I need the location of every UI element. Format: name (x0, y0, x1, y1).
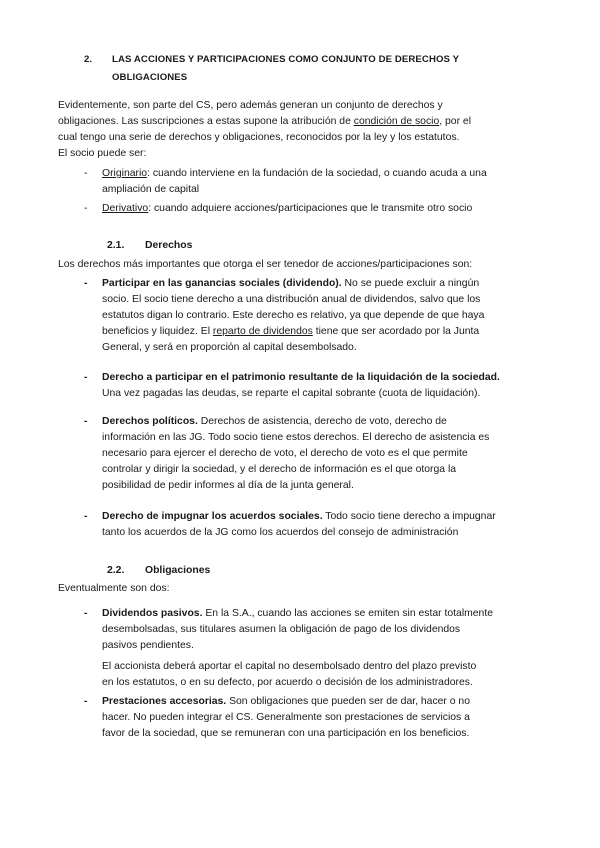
derecho-3-line4: controlar y dirigir la sociedad, y el derecho de información es el que otorga la (102, 464, 457, 475)
obligacion-1-line3: pasivos pendientes. (102, 640, 194, 651)
obligacion-1-line2: desembolsadas, sus titulares asumen la obligación de pago de los dividendos (102, 624, 461, 635)
derecho-3-line2: información en las JG. Todo socio tiene estos derechos. El derecho de asistencia es (102, 432, 490, 443)
section-2-2-intro: Eventualmente son dos: (58, 583, 170, 594)
derecho-1-line5: General, y será en proporción al capital desembolsado. (102, 342, 357, 353)
intro-line3: cual tengo una serie de derechos y obligaciones, reconocidos por la ley y los estatutos. (58, 132, 460, 143)
obligacion-1-line1: Dividendos pasivos. En la S.A., cuando las acciones se emiten sin estar totalmente (102, 608, 494, 619)
list-marker: - (84, 608, 88, 619)
section-2-number: 2. (84, 54, 93, 65)
list-marker: - (84, 416, 88, 427)
intro-line1: Evidentemente, son parte del CS, pero además generan un conjunto de derechos y (58, 100, 443, 111)
section-2-1-title: Derechos (145, 240, 193, 251)
derecho-2-line2: Una vez pagadas las deudas, se reparte el capital sobrante (cuota de liquidación). (102, 388, 481, 399)
derecho-3-line5: posibilidad de pedir informes al día de la junta general. (102, 480, 354, 491)
list-marker: - (84, 278, 88, 289)
section-2-1-intro: Los derechos más importantes que otorga el ser tenedor de acciones/participaciones son: (58, 259, 473, 270)
section-2-title-line2: OBLIGACIONES (112, 72, 188, 83)
obligacion-1-line4: El accionista deberá aportar el capital no desembolsado dentro del plazo previsto (102, 661, 477, 672)
derecho-3-line1: Derechos políticos. Derechos de asistencia, derecho de voto, derecho de (102, 416, 447, 427)
obligacion-2-line1: Prestaciones accesorias. Son obligaciones que pueden ser de dar, hacer o no (102, 696, 470, 707)
obligacion-2-line2: hacer. No pueden integrar el CS. Generalmente son prestaciones de servicios a (102, 712, 470, 723)
reparto-dividendos-term: reparto de dividendos (212, 326, 313, 337)
list-marker: - (84, 511, 88, 522)
derecho-4-line1: Derecho de impugnar los acuerdos sociales. Todo socio tiene derecho a impugnar (102, 511, 496, 522)
derecho-1-line1: Participar en las ganancias sociales (dividendo). No se puede excluir a ningún (102, 278, 480, 289)
obligacion-1-line5: en los estatutos, o en su defecto, por acuerdo o decisión de los administradores. (102, 677, 473, 688)
socio-type-originario-line2: ampliación de capital (102, 184, 200, 195)
section-2-2-title: Obligaciones (145, 565, 211, 576)
section-2-2-number: 2.2. (107, 565, 125, 576)
derecho-1-line4: beneficios y liquidez. El reparto de dividendos tiene que ser acordado por la Junta (102, 326, 480, 337)
section-2-title-line1: LAS ACCIONES Y PARTICIPACIONES COMO CONJUNTO DE DERECHOS Y (112, 54, 460, 65)
derecho-2-line1: Derecho a participar en el patrimonio resultante de la liquidación de la sociedad. (102, 372, 500, 383)
list-marker: - (84, 372, 88, 383)
condicion-socio-term: condición de socio (353, 116, 440, 127)
list-marker: - (84, 203, 88, 214)
socio-type-derivativo: Derivativo: cuando adquiere acciones/participaciones que le transmite otro socio (102, 203, 473, 214)
list-marker: - (84, 168, 88, 179)
derecho-1-line3: estatutos digan lo contrario. Este derecho es relativo, ya que depende de que haya (102, 310, 485, 321)
derecho-3-line3: necesario para ejercer el derecho de voto, el derecho de voto es el que permite (102, 448, 468, 459)
intro-line2: obligaciones. Las suscripciones a estas supone la atribución de condición de socio, por el (58, 116, 472, 127)
obligacion-2-line3: favor de la sociedad, que se remuneran con una participación en los beneficios. (102, 728, 470, 739)
socio-type-originario: Originario: cuando interviene en la fundación de la sociedad, o cuando acuda a una (102, 168, 487, 179)
intro-line4: El socio puede ser: (58, 148, 147, 159)
list-marker: - (84, 696, 88, 707)
derecho-1-line2: socio. El socio tiene derecho a una distribución anual de dividendos, salvo que los (102, 294, 481, 305)
derecho-4-line2: tanto los acuerdos de la JG como los acuerdos del consejo de administración (102, 527, 459, 538)
section-2-1-number: 2.1. (107, 240, 125, 251)
